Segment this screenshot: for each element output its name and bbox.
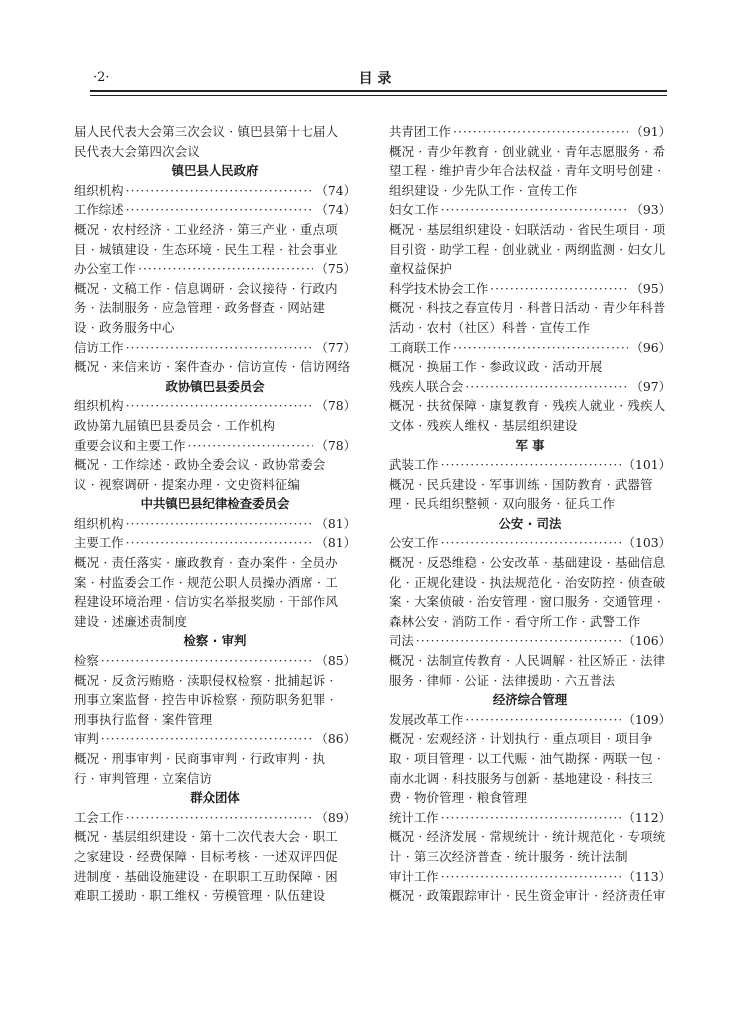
leader-dots [101, 651, 314, 671]
toc-entry [74, 259, 356, 279]
leader-dots [126, 396, 314, 416]
toc-entry-title: 主要工作 [74, 535, 124, 551]
toc-subtopics: 概况 · 换届工作 · 参政议政 · 活动开展 [389, 359, 603, 375]
toc-subtopics: 民代表大会第四次会议 [74, 143, 200, 159]
toc-subtopics: 届人民代表大会第三次会议 · 镇巴县第十七届人 [74, 124, 339, 139]
toc-entry [389, 338, 671, 358]
toc-entry [74, 514, 356, 534]
header-rule-thick [90, 90, 667, 92]
leader-dots [453, 122, 628, 142]
section-heading: 经济综合管理 [492, 692, 568, 708]
toc-subtopics: 概况 · 来信来访 · 案件查办 · 信访宣传 · 信访网络 [74, 359, 351, 375]
toc-subtopics: 刑事执行监督 · 案件管理 [74, 711, 213, 727]
leader-dots [441, 200, 629, 220]
toc-entry-title: 司法 [389, 633, 414, 649]
toc-entry [74, 396, 356, 416]
toc-subtopics: 议 · 视察调研 · 提案办理 · 文史资料征编 [74, 476, 301, 492]
toc-subtopics: 文体 · 残疾人维权 · 基层组织建设 [389, 417, 578, 433]
toc-subtopics: 概况 · 青少年教育 · 创业就业 · 青年志愿服务 · 希 [389, 143, 666, 159]
toc-entry [389, 377, 671, 397]
toc-entry-title: 工作综述 [74, 202, 124, 218]
section-heading: 公安 · 司法 [498, 515, 562, 531]
header-rule-thin [90, 95, 667, 96]
toc-entry-title: 组织机构 [74, 398, 124, 414]
toc-entry-page: （74） [315, 182, 356, 198]
toc-entry [389, 533, 671, 553]
toc-entry [389, 631, 671, 651]
section-heading: 中共镇巴县纪律检查委员会 [140, 496, 290, 512]
toc-entry-title: 残疾人联合会 [389, 378, 464, 394]
toc-entry-page: （113） [622, 868, 671, 884]
toc-subtopics: 案 · 村监委会工作 · 规范公职人员操办酒席 · 工 [74, 574, 338, 590]
toc-subtopics: 概况 · 扶贫保障 · 康复教育 · 残疾人就业 · 残疾人 [389, 398, 666, 414]
toc-subtopics: 概况 · 文稿工作 · 信息调研 · 会议接待 · 行政内 [74, 280, 338, 296]
toc-entry-title: 审判 [74, 731, 99, 747]
toc-entry-title: 发展改革工作 [389, 711, 464, 727]
toc-subtopics: 概况 · 政策跟踪审计 · 民生资金审计 · 经济责任审 [389, 888, 666, 904]
toc-entry [389, 122, 671, 142]
toc-subtopics: 政协第九届镇巴县委员会 · 工作机构 [74, 417, 276, 433]
toc-subtopics: 望工程 · 维护青少年合法权益 · 青年文明号创建 · [389, 163, 662, 179]
toc-entry [389, 710, 671, 730]
toc-entry-page: （78） [315, 398, 356, 414]
toc-subtopics: 取 · 项目管理 · 以工代赈 · 油气勘探 · 两联一包 · [389, 751, 661, 766]
section-heading: 军 事 [515, 437, 545, 453]
leader-dots [101, 729, 314, 749]
leader-dots [126, 808, 314, 828]
toc-entry [389, 279, 671, 299]
section-heading: 群众团体 [190, 790, 240, 806]
toc-entry-title: 公安工作 [389, 535, 439, 551]
toc-subtopics: 概况 · 责任落实 · 廉政教育 · 查办案件 · 全员办 [74, 555, 338, 571]
toc-entry-page: （81） [315, 515, 356, 531]
leader-dots [465, 377, 628, 397]
toc-subtopics: 目引资 · 助学工程 · 创业就业 · 两纲监测 · 妇女儿 [389, 241, 666, 257]
toc-subtopics: 计 · 第三次经济普查 · 统计服务 · 统计法制 [389, 848, 628, 864]
toc-entry [74, 808, 356, 828]
section-heading: 政协镇巴县委员会 [165, 378, 265, 394]
leader-dots [126, 181, 314, 201]
leader-dots [453, 338, 628, 358]
toc-entry-title: 工会工作 [74, 809, 124, 825]
toc-entry-title: 办公室工作 [74, 261, 136, 277]
toc-entry-page: （91） [630, 124, 671, 139]
toc-subtopics: 务 · 法制服务 · 应急管理 · 政务督查 · 网站建 [74, 300, 326, 316]
toc-entry-title: 共青团工作 [389, 124, 451, 139]
toc-subtopics: 概况 · 农村经济 · 工业经济 · 第三产业 · 重点项 [74, 221, 338, 237]
section-heading: 镇巴县人民政府 [171, 163, 259, 179]
toc-subtopics: 进制度 · 基础设施建设 · 在职职工互助保障 · 困 [74, 868, 338, 884]
toc-subtopics: 目 · 城镇建设 · 生态环境 · 民生工程 · 社会事业 [74, 241, 338, 257]
leader-dots [441, 533, 621, 553]
toc-subtopics: 概况 · 基层组织建设 · 第十二次代表大会 · 职工 [74, 829, 338, 845]
toc-entry [389, 200, 671, 220]
toc-entry-page: （85） [315, 653, 356, 669]
leader-dots [416, 631, 621, 651]
toc-entry-page: （96） [630, 339, 671, 355]
toc-subtopics: 概况 · 反恐维稳 · 公安改革 · 基础建设 · 基础信息 [389, 555, 666, 571]
toc-subtopics: 案 · 大案侦破 · 治安管理 · 窗口服务 · 交通管理 · [389, 594, 661, 610]
toc-entry [74, 729, 356, 749]
leader-dots [441, 455, 621, 475]
toc-right-column [389, 122, 671, 906]
toc-subtopics: 概况 · 宏观经济 · 计划执行 · 重点项目 · 项目争 [389, 731, 653, 747]
toc-subtopics: 概况 · 工作综述 · 政协全委会议 · 政协常委会 [74, 457, 326, 473]
toc-entry [74, 533, 356, 553]
toc-entry-page: （75） [315, 261, 356, 277]
toc-subtopics: 程建设环境治理 · 信访实名举报奖励 · 干部作风 [74, 594, 339, 610]
leader-dots [188, 436, 314, 456]
toc-entry-title: 重要会议和主要工作 [74, 437, 186, 453]
leader-dots [441, 808, 621, 828]
toc-entry [74, 200, 356, 220]
toc-entry-page: （93） [630, 202, 671, 218]
toc-subtopics: 设 · 政务服务中心 [74, 319, 175, 335]
toc-subtopics: 概况 · 法制宣传教育 · 人民调解 · 社区矫正 · 法律 [389, 653, 666, 669]
toc-subtopics: 活动 · 农村（社区）科普 · 宣传工作 [389, 319, 591, 335]
section-heading: 检察 · 审判 [183, 633, 247, 649]
toc-entry [389, 455, 671, 475]
toc-subtopics: 童权益保护 [389, 261, 452, 277]
toc-entry-page: （77） [315, 339, 356, 355]
toc-entry-title: 科学技术协会工作 [389, 280, 489, 296]
toc-entry [74, 651, 356, 671]
toc-entry-title: 工商联工作 [389, 339, 451, 355]
toc-entry-page: （74） [315, 202, 356, 218]
toc-entry-title: 审计工作 [389, 868, 439, 884]
toc-entry-page: （97） [630, 378, 671, 394]
leader-dots [126, 514, 314, 534]
toc-entry-title: 妇女工作 [389, 202, 439, 218]
toc-entry-title: 组织机构 [74, 182, 124, 198]
leader-dots [138, 259, 313, 279]
toc-entry [74, 338, 356, 358]
toc-subtopics: 刑事立案监督 · 控告申诉检察 · 预防职务犯罪 · [74, 692, 334, 708]
toc-left-column [74, 122, 356, 906]
toc-entry-page: （81） [315, 535, 356, 551]
toc-subtopics: 组织建设 · 少先队工作 · 宣传工作 [389, 182, 578, 198]
toc-entry-page: （109） [622, 711, 671, 727]
toc-subtopics: 服务 · 律师 · 公证 · 法律援助 · 六五普法 [389, 672, 615, 688]
toc-entry-page: （112） [622, 809, 671, 825]
leader-dots [126, 338, 314, 358]
leader-dots [490, 279, 628, 299]
toc-entry-page: （86） [315, 731, 356, 747]
toc-entry-title: 组织机构 [74, 515, 124, 531]
toc-subtopics: 概况 · 经济发展 · 常规统计 · 统计规范化 · 专项统 [389, 829, 666, 845]
toc-subtopics: 南水北调 · 科技服务与创新 · 基地建设 · 科技三 [389, 770, 653, 786]
page-number: ·2· [93, 70, 110, 85]
toc-entry-title: 统计工作 [389, 809, 439, 825]
leader-dots [126, 200, 314, 220]
toc-subtopics: 化 · 正规化建设 · 执法规范化 · 治安防控 · 侦查破 [389, 574, 666, 590]
leader-dots [126, 533, 314, 553]
toc-subtopics: 概况 · 基层组织建设 · 妇联活动 · 省民生项目 · 项 [389, 221, 666, 237]
toc-entry [74, 436, 356, 456]
toc-entry-page: （106） [622, 633, 671, 649]
toc-entry [74, 181, 356, 201]
toc-subtopics: 概况 · 民兵建设 · 军事训练 · 国防教育 · 武器管 [389, 476, 653, 492]
leader-dots [465, 710, 620, 730]
toc-entry-page: （78） [315, 437, 356, 453]
toc-entry-title: 信访工作 [74, 339, 124, 355]
toc-entry [389, 808, 671, 828]
toc-subtopics: 概况 · 反贪污贿赂 · 渎职侵权检察 · 批捕起诉 · [74, 672, 334, 688]
toc-entry-title: 武装工作 [389, 457, 439, 473]
toc-entry [389, 867, 671, 887]
toc-subtopics: 之家建设 · 经费保障 · 目标考核 · 一述双评四促 [74, 848, 338, 864]
toc-subtopics: 概况 · 科技之春宣传月 · 科普日活动 · 青少年科普 [389, 300, 666, 316]
toc-subtopics: 建设 · 述廉述责制度 [74, 613, 188, 629]
toc-subtopics: 费 · 物价管理 · 粮食管理 [389, 790, 528, 806]
toc-subtopics: 森林公安 · 消防工作 · 看守所工作 · 武警工作 [389, 613, 641, 629]
page-title: 目 录 [358, 71, 392, 87]
toc-entry-page: （103） [622, 535, 671, 551]
toc-subtopics: 行 · 审判管理 · 立案信访 [74, 770, 213, 786]
leader-dots [441, 867, 621, 887]
toc-entry-title: 检察 [74, 653, 99, 669]
toc-entry-page: （95） [630, 280, 671, 296]
toc-subtopics: 理 · 民兵组织整顿 · 双向服务 · 征兵工作 [389, 496, 616, 512]
toc-subtopics: 概况 · 刑事审判 · 民商事审判 · 行政审判 · 执 [74, 751, 326, 766]
toc-subtopics: 难职工援助 · 职工维权 · 劳模管理 · 队伍建设 [74, 888, 326, 904]
toc-entry-page: （101） [622, 457, 671, 473]
toc-entry-page: （89） [315, 809, 356, 825]
